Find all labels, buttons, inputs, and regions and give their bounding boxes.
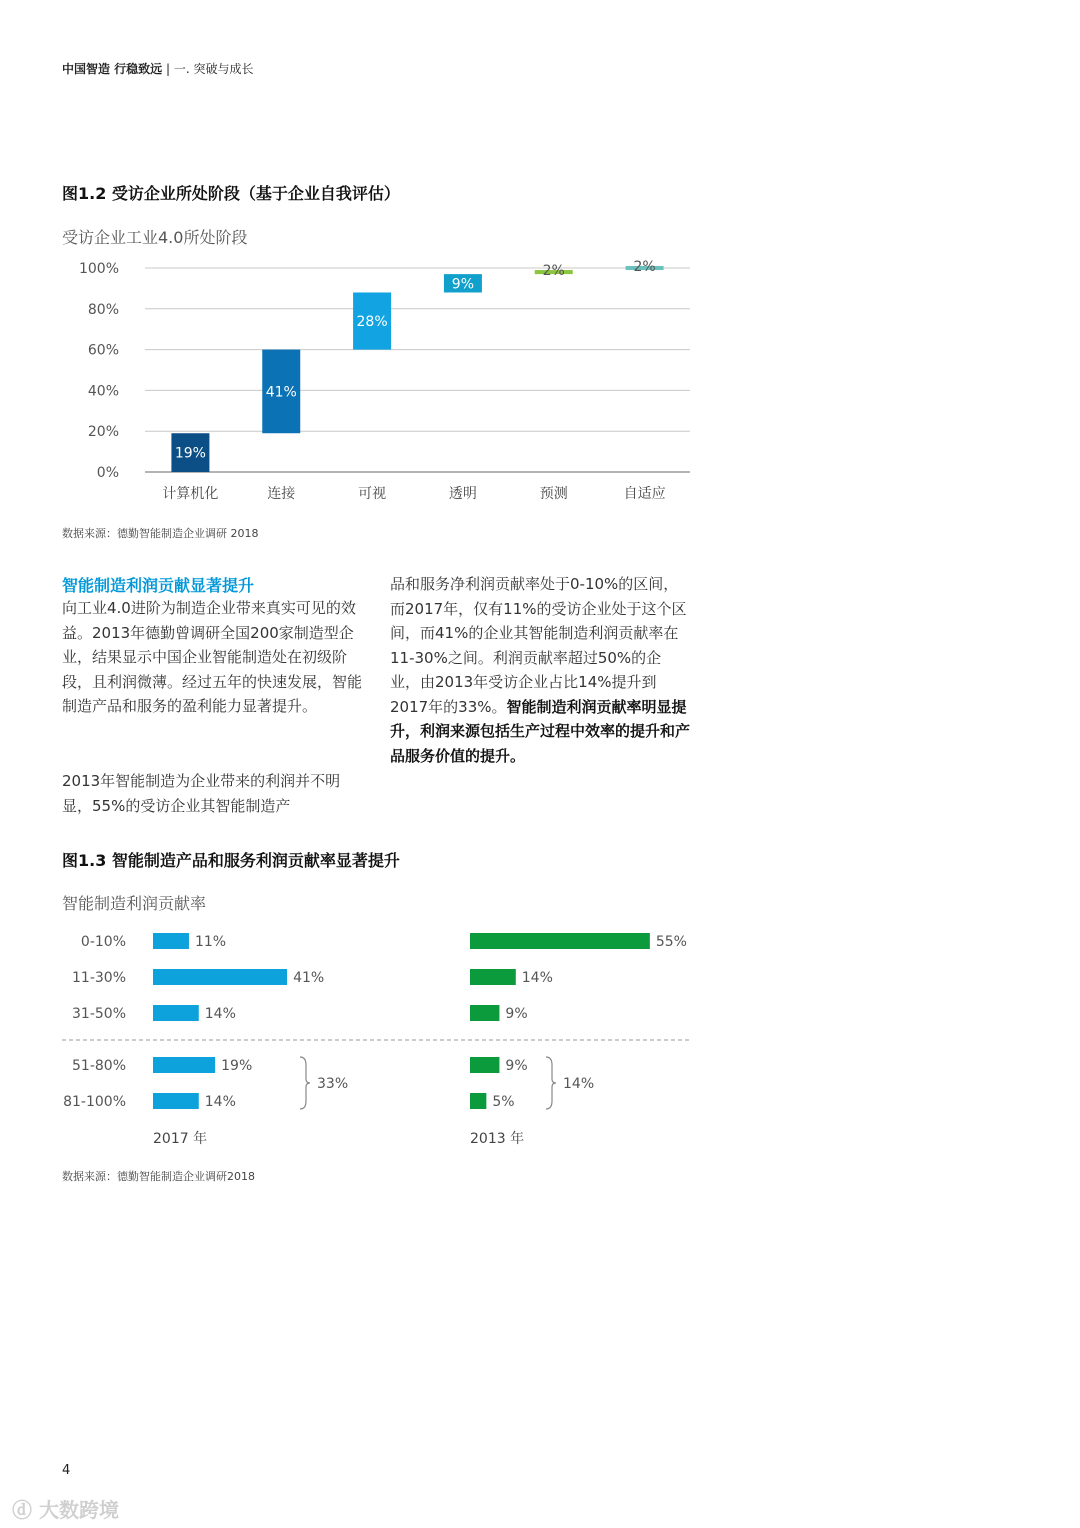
category-label: 0-10% [80,934,126,950]
data-label: 2% [633,258,656,275]
bar [153,969,287,985]
data-label: 55% [655,934,687,950]
article-col1-p2: 2013年智能制造为企业带来的利润并不明显，55%的受访企业其智能制造产 [62,772,341,815]
article-heading: 智能制造利润贡献显著提升 [62,576,255,595]
page-number: 4 [62,1463,71,1478]
x-tick-label: 自适应 [623,486,666,502]
data-label: 14% [521,970,553,986]
x-tick-label: 预测 [539,486,568,502]
group-brace [300,1057,310,1109]
data-label: 9% [505,1058,528,1074]
data-label: 41% [265,384,297,401]
y-tick-label: 80% [87,301,119,318]
category-label: 51-80% [72,1058,126,1074]
category-label: 81-100% [63,1094,126,1110]
figure1-source: 数据来源：德勤智能制造企业调研 2018 [62,527,259,540]
bar [153,1093,199,1109]
group-total-label: 33% [317,1076,349,1092]
article-col2-text: 品和服务净利润贡献率处于0-10%的区间，而2017年，仅有11%的受访企业处于这个区间，而41%的企业其智能制造利润贡献率在11-30%之间。利润贡献率超过50%的企业，由2013年受访企业占比14%提升到2017年的33%。 [390,575,687,716]
data-label: 2% [542,263,565,280]
data-label: 19% [221,1058,253,1074]
category-label: 11-30% [72,970,126,986]
data-label: 11% [194,934,227,950]
article-col2-bold: 智能制造利润贡献率明显提升，利润来源包括生产过程中效率的提升和产品服务价值的提升。 [390,697,691,765]
header-section: 一. 突破与成长 [173,62,254,76]
x-tick-label: 透明 [448,486,477,502]
y-tick-label: 0% [96,465,119,481]
bar [470,1093,486,1109]
article-col1-p1: 向工业4.0进阶为制造企业带来真实可见的效益。2013年德勤曾调研全国200家制造型企业，结果显示中国企业智能制造处在初级阶段，且利润微薄。经过五年的快速发展，智能制造产品和服务的盈利能力显著提升。 [62,599,363,715]
profit-contribution-chart [0,920,720,1155]
series-label: 2017 年 [153,1131,208,1147]
bar [470,969,516,985]
y-tick-label: 40% [87,383,119,400]
bar [470,1057,499,1073]
x-tick-label: 可视 [358,486,387,502]
figure1-subtitle: 受访企业工业4.0所处阶段 [62,228,248,247]
watermark-logo [12,1494,119,1523]
data-label: 28% [356,314,388,331]
x-tick-label: 计算机化 [162,486,219,502]
figure2-subtitle: 智能制造利润贡献率 [62,894,207,913]
category-label: 31-50% [72,1006,126,1022]
group-total-label: 14% [563,1076,595,1092]
data-label: 19% [174,445,206,462]
y-tick-label: 20% [87,424,119,441]
y-tick-label: 100% [78,261,119,277]
x-tick-label: 连接 [267,486,296,502]
data-label: 5% [492,1094,515,1110]
group-brace [546,1057,556,1109]
figure2-source: 数据来源：德勤智能制造企业调研2018 [62,1170,255,1183]
stage-waterfall-chart [0,250,720,515]
data-label: 14% [204,1094,236,1110]
data-label: 9% [505,1006,528,1022]
bar [153,1005,199,1021]
header-title: 中国智造 行稳致远 [62,62,163,76]
data-label: 14% [204,1006,236,1022]
running-header [62,60,254,77]
data-label: 41% [293,970,325,986]
bar [470,933,650,949]
bar [153,933,189,949]
watermark-icon: ⓓ [12,1498,32,1522]
figure1-title: 图1.2 受访企业所处阶段（基于企业自我评估） [62,184,400,203]
data-label: 9% [451,276,475,293]
header-separator: | [166,62,171,76]
series-label: 2013 年 [470,1131,525,1147]
bar [470,1005,499,1021]
article-col2 [390,572,690,768]
figure2-title: 图1.3 智能制造产品和服务利润贡献率显著提升 [62,851,400,870]
bar [153,1057,215,1073]
watermark-text: 大数跨境 [38,1498,119,1522]
y-tick-label: 60% [87,342,119,359]
